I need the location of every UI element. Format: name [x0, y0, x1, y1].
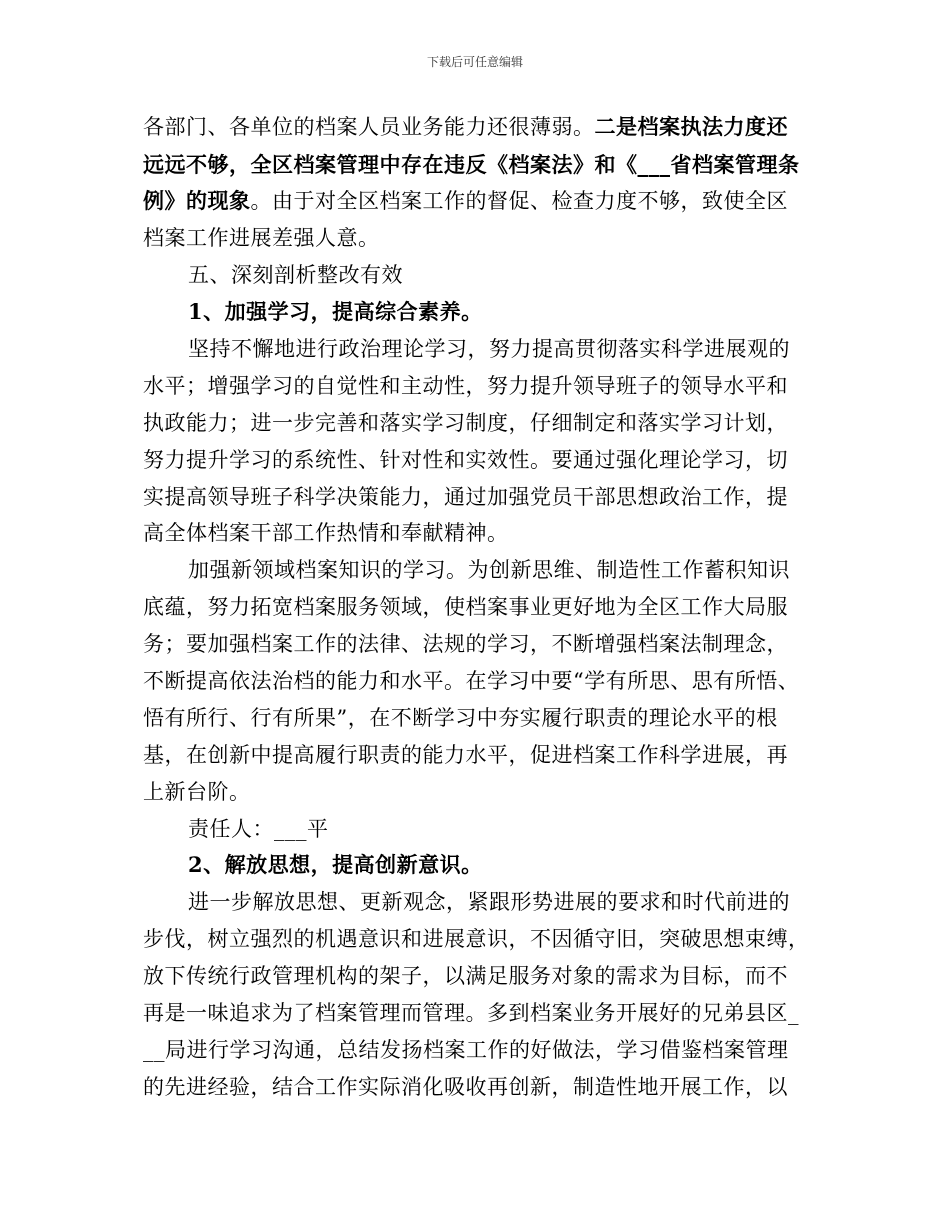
- text-line: [143, 521, 813, 545]
- text-segment: __局进行学习沟通，总结发扬档案工作的好做法，学习借鉴档案管理: [143, 1038, 789, 1062]
- text-segment: 高全体档案干部工作热情和奉献精神。: [143, 521, 509, 545]
- text-segment: 五、深刻剖析整改有效: [188, 263, 403, 287]
- text-segment: 实提高领导班子科学决策能力，通过加强党员干部思想政治工作，提: [143, 485, 788, 509]
- text-segment: 加强新领域档案知识的学习。为创新思维、制造性工作蓄积知识: [188, 558, 790, 582]
- text-segment: 步伐，树立强烈的机遇意识和进展意识，不因循守旧，突破思想束缚，: [143, 927, 810, 951]
- text-segment: 上新台阶。: [143, 780, 251, 804]
- text-segment: 悟有所行、行有所果”，在不断学习中夯实履行职责的理论水平的根: [143, 706, 778, 730]
- text-segment: 的先进经验，结合工作实际消化吸收再创新，制造性地开展工作，以: [143, 1075, 788, 1099]
- text-line: [143, 743, 813, 767]
- text-line: [188, 817, 858, 841]
- text-line: [143, 669, 813, 693]
- text-line: [188, 890, 858, 914]
- text-segment: 不断提高依法治档的能力和水平。在学习中要“学有所思、思有所悟、: [143, 669, 800, 693]
- text-line: [188, 337, 858, 361]
- text-segment: 各部门、各单位的档案人员业务能力还很薄弱。: [143, 115, 595, 139]
- bold-text-segment: 2、解放思想，提高创新意识。: [188, 852, 483, 877]
- text-segment: 再是一味追求为了档案管理而管理。多到档案业务开展好的兄弟县区_: [143, 1001, 799, 1025]
- text-line: [188, 263, 858, 287]
- bold-text-segment: 1、加强学习，提高综合素养。: [188, 299, 483, 324]
- text-line: [143, 964, 813, 988]
- text-line: [143, 1075, 813, 1099]
- text-line: [143, 595, 813, 619]
- text-line: [188, 558, 858, 582]
- text-segment: 坚持不懈地进行政治理论学习，努力提高贯彻落实科学进展观的: [188, 337, 790, 361]
- bold-text-segment: 例》的现象: [143, 188, 251, 213]
- text-line: [143, 448, 813, 472]
- text-segment: 底蕴，努力拓宽档案服务领域，使档案事业更好地为全区工作大局服: [143, 595, 788, 619]
- text-line: [143, 189, 813, 213]
- text-segment: 。由于对全区档案工作的督促、检查力度不够，致使全区: [250, 189, 788, 213]
- text-segment: 基，在创新中提高履行职责的能力水平，促进档案工作科学进展，再: [143, 743, 788, 767]
- text-line: [143, 632, 813, 656]
- text-line: [188, 853, 858, 877]
- text-line: [143, 411, 813, 435]
- text-line: [143, 1001, 813, 1025]
- text-segment: 放下传统行政管理机构的架子，以满足服务对象的需求为目标，而不: [143, 964, 788, 988]
- text-segment: 执政能力；进一步完善和落实学习制度，仔细制定和落实学习计划，: [143, 411, 788, 435]
- bold-text-segment: 远远不够，全区档案管理中存在违反《档案法》和《___省档案管理条: [143, 152, 800, 177]
- text-line: [143, 226, 813, 250]
- page-header: 下载后可任意编辑: [426, 55, 523, 69]
- text-line: [143, 374, 813, 398]
- text-line: [143, 927, 813, 951]
- text-segment: 水平；增强学习的自觉性和主动性，努力提升领导班子的领导水平和: [143, 374, 788, 398]
- text-segment: 努力提升学习的系统性、针对性和实效性。要通过强化理论学习，切: [143, 448, 788, 472]
- text-segment: 责任人：___平: [188, 817, 329, 841]
- text-line: [143, 780, 813, 804]
- text-line: [188, 300, 858, 324]
- text-segment: 务；要加强档案工作的法律、法规的学习，不断增强档案法制理念，: [143, 632, 788, 656]
- text-line: [143, 485, 813, 509]
- bold-text-segment: 二是档案执法力度还: [594, 114, 788, 139]
- text-segment: 进一步解放思想、更新观念，紧跟形势进展的要求和时代前进的: [188, 890, 790, 914]
- text-line: [143, 153, 813, 177]
- text-segment: 档案工作进展差强人意。: [143, 226, 380, 250]
- text-line: [143, 706, 813, 730]
- text-line: [143, 115, 813, 139]
- text-line: [143, 1038, 813, 1062]
